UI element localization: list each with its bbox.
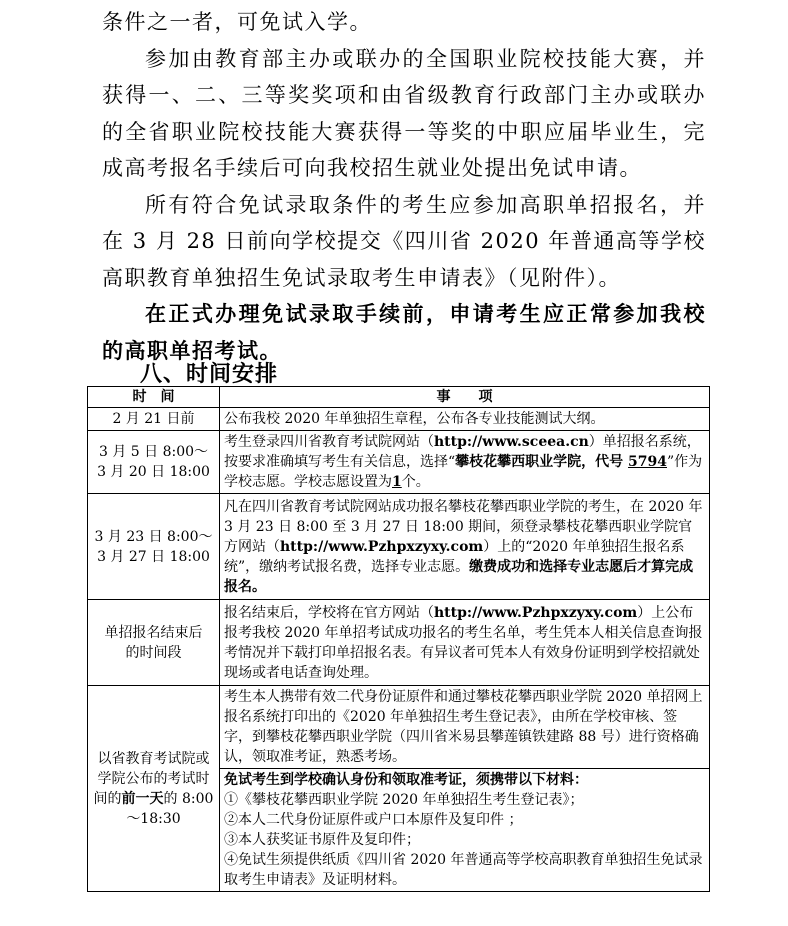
item-text: ）上的“2020 年单独招生报名系统”，缴纳考试报名费，选择专业志愿。	[224, 538, 685, 575]
paragraph-4: 在正式办理免试录取手续前，申请考生应正常参加我校的高职单招考试。	[102, 301, 706, 363]
paragraph-1: 条件之一者，可免试入学。	[102, 10, 372, 34]
section-title: 八、时间安排	[140, 362, 279, 387]
item-text: ”作为学校志愿。学校志愿设置为	[224, 454, 703, 490]
time-line-1: 单招报名结束后	[104, 624, 203, 641]
paragraph-2: 参加由教育部主办或联办的全国职业院校技能大赛，并获得一、二、三等奖奖项和由省级教育行政部门主办或联办的全省职业院校技能大赛获得一等奖的中职应届毕业生，完成高考报名手续后可向我校招生就业处提出免试申请。	[102, 46, 706, 180]
volunteer-count: 1	[392, 474, 402, 490]
header-item: 事 项	[220, 387, 710, 408]
row-item	[220, 494, 710, 600]
link-school-site[interactable]: http://www.Pzhpxzyxy.com	[434, 604, 638, 621]
row-item	[220, 431, 710, 494]
time-end: 3 月 20 日 18:00	[97, 464, 210, 480]
table-row	[88, 686, 710, 769]
material-item-4: ④免试生须提供纸质《四川省 2020 年普通高等学校高职教育单独招生免试录取考生申请表》及证明材料。	[224, 852, 703, 888]
material-item-2: ②本人二代身份证原件或户口本原件及复印件 ；	[224, 812, 523, 828]
header-time: 时 间	[88, 387, 220, 408]
time-end: 3 月 27 日 18:00	[97, 548, 210, 565]
time-start: 3 月 5 日 8:00～	[98, 444, 209, 460]
time-emphasis: 前一天	[121, 790, 164, 807]
row-item-top: 考生本人携带有效二代身份证原件和通过攀枝花攀西职业学院 2020 单招网上报名系统打印出的《2020 年单独招生考生登记表》，由所在学校审核、签字，到攀枝花攀西职业学院（四川省米易县攀莲镇铁建路 88 号）进行资格确认，领取准考证，熟悉考场。	[220, 686, 710, 769]
table-row	[88, 408, 710, 431]
item-text: 个。	[401, 474, 430, 490]
link-sceea[interactable]: http://www.sceea.cn	[434, 434, 589, 450]
item-text: 报名结束后，学校将在官方网站（	[224, 604, 434, 621]
link-school-site[interactable]: http://www.Pzhpxzyxy.com	[280, 538, 484, 555]
item-text: ）单招报名系统，按要求准确填写考生有关信息，选择“	[224, 434, 701, 470]
row-time	[88, 600, 220, 686]
item-text: 考生登录四川省教育考试院网站（	[224, 434, 434, 450]
table-row	[88, 494, 710, 600]
material-item-1: ①《攀枝花攀西职业学院 2020 年单独招生考生登记表》；	[224, 792, 584, 808]
table-header-row	[88, 387, 710, 408]
item-text: 凡在四川省教育考试院网站成功报名攀枝花攀西职业学院的考生，在 2020 年 3 月 23 日 8:00 至 3 月 27 日 18:00 期间，须登录攀枝花攀西职业学院官方网站（	[224, 498, 703, 555]
row-item	[220, 600, 710, 686]
time-start: 3 月 23 日 8:00～	[94, 528, 213, 545]
materials-heading: 免试考生到学校确认身份和领取准考证，须携带以下材料：	[224, 772, 588, 788]
school-name: 攀枝花攀西职业学院，代号	[455, 454, 629, 470]
time-text: 的 8:00～18:30	[126, 790, 214, 827]
time-text: 以省教育考试院或学院公布的考试时间的	[93, 750, 210, 807]
time-line-2: 的时间段	[125, 644, 182, 661]
row-item: 公布我校 2020 年单独招生章程，公布各专业技能测试大纲。	[220, 408, 710, 431]
table-row	[88, 600, 710, 686]
row-time	[88, 431, 220, 494]
schedule-table	[87, 386, 710, 892]
table-row	[88, 431, 710, 494]
document-body	[102, 4, 706, 369]
item-emphasis: 缴费成功和选择专业志愿后才算完成报名。	[224, 558, 694, 595]
school-code: 5794	[628, 454, 667, 470]
item-text: ）上公布报考我校 2020 年单招考试成功报名的考生名单，考生凭本人相关信息查询报考情况并下载打印单招报名表。有异议者可凭本人有效身份证明到学校招就处现场或者电话查询处理。	[224, 604, 703, 681]
row-time	[88, 494, 220, 600]
row-time: 2 月 21 日前	[88, 408, 220, 431]
paragraph-3: 所有符合免试录取条件的考生应参加高职单招报名，并在 3 月 28 日前向学校提交《四川省 2020 年普通高等学校高职教育单独招生免试录取考生申请表》（见附件）。	[102, 192, 706, 290]
material-item-3: ③本人获奖证书原件及复印件；	[224, 832, 420, 848]
row-time	[88, 686, 220, 892]
materials-cell	[220, 769, 710, 892]
